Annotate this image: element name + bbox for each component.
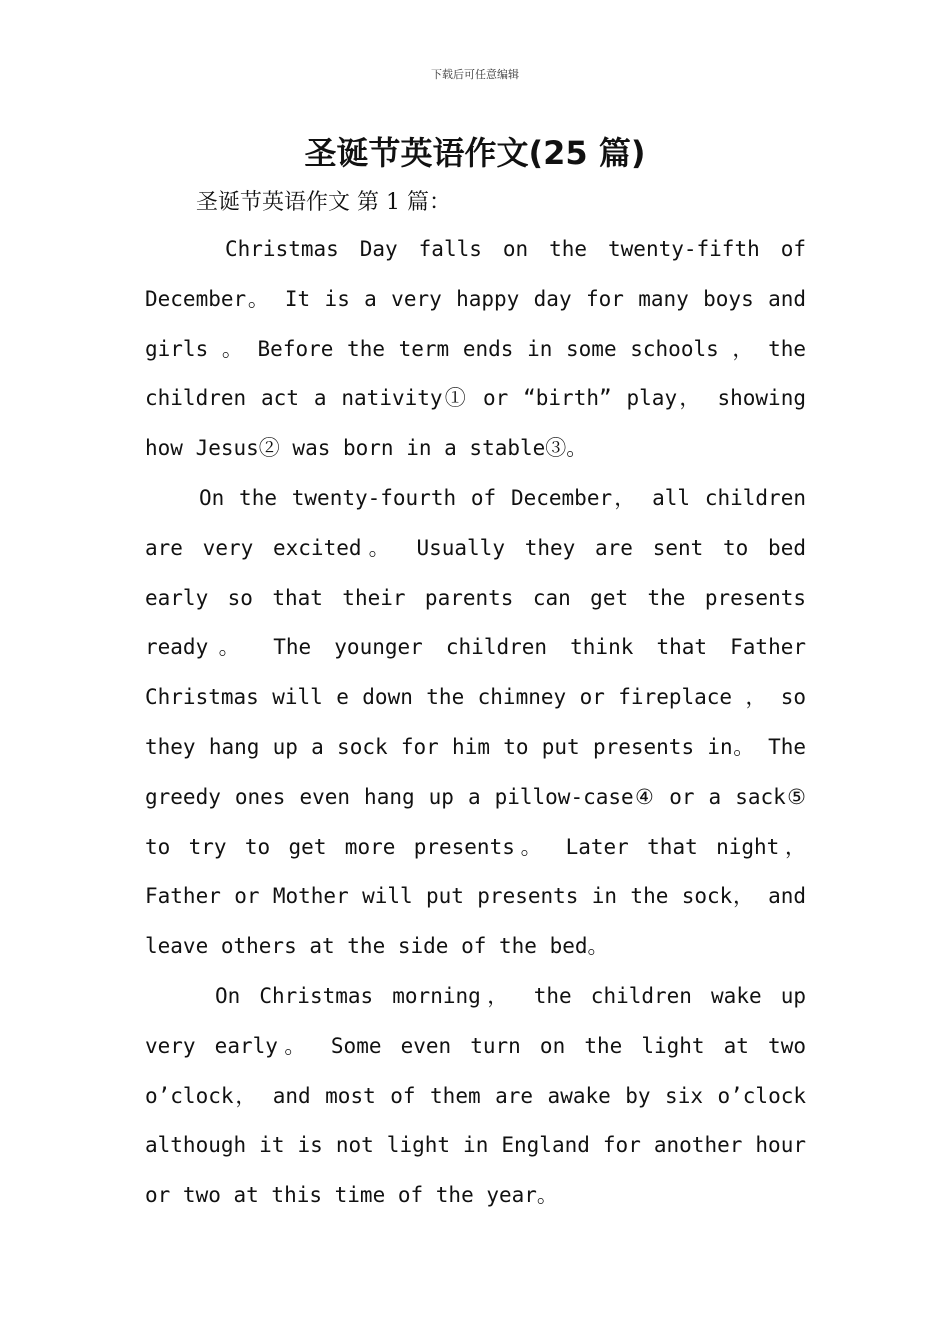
paragraph-2: On the twenty-fourth of December， all children are very excited。 Usually they are sent to bed early so that their parents can get the presents ready。 The younger children think that Father Christmas will e down the chimney or fireplace ， so they hang up a sock for him to put presents in。 The greedy ones even hang up a pillow-case④ or a sack⑤ to try to get more presents。 Later that night， Father or Mother will put presents in the sock， and leave others at the side of the bed。	[145, 485, 806, 959]
paragraph-3: On Christmas morning， the children wake up very early。 Some even turn on the light at two o’clock， and most of them are awake by six o’clock although it is not light in England for another hour or two at this time of the year。	[145, 983, 806, 1208]
essay-body	[145, 225, 806, 1221]
header-note: 下载后可任意编辑	[431, 68, 519, 81]
section-heading: 圣诞节英语作文 第 1 篇：	[196, 190, 451, 215]
paragraph-1: Christmas Day falls on the twenty-fifth of December。 It is a very happy day for many boys and girls 。 Before the term ends in some schools ， the children act a nativity① or “birth” play， showing how Jesus② was born in a stable③。	[145, 237, 806, 461]
document-title: 圣诞节英语作文(25 篇)	[304, 134, 646, 172]
